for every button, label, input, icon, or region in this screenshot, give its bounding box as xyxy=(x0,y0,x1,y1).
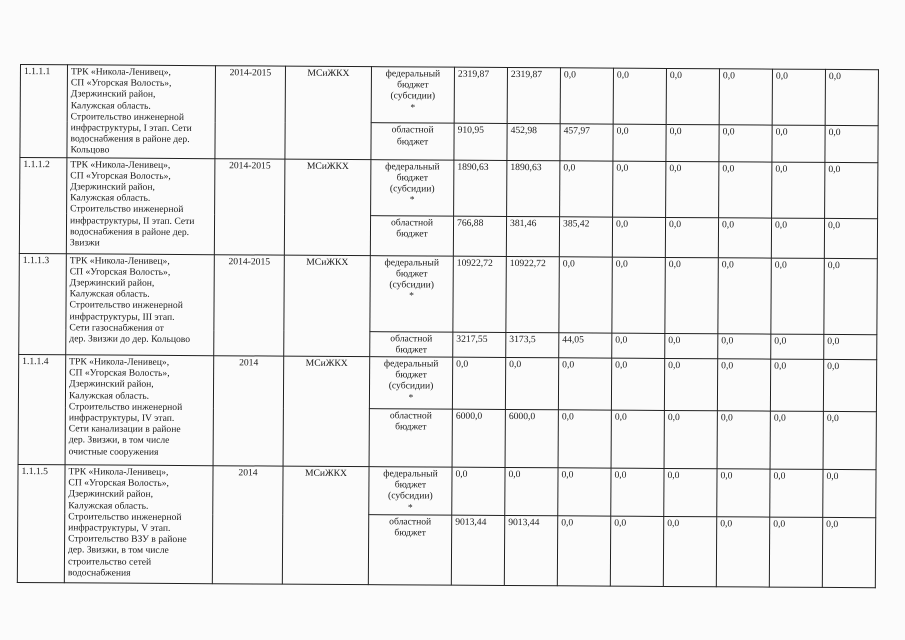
value-cell: 0,0 xyxy=(613,124,666,161)
funding-source xyxy=(369,467,452,516)
description-line: СП «Угорская Волость», xyxy=(70,77,172,90)
description-line: инфраструктуры, II этап. Сети xyxy=(70,214,195,227)
funding-source-line: бюджет xyxy=(397,79,429,91)
description-line: Дзержинский район, xyxy=(68,488,154,501)
value-cell: 0,0 xyxy=(717,359,770,411)
value-cell: 452,98 xyxy=(507,124,560,161)
description-line: СП «Угорская Волость», xyxy=(69,266,171,278)
funding-source xyxy=(371,67,454,124)
value-cell: 0,0 xyxy=(719,161,772,217)
value-cell: 0,0 xyxy=(611,358,664,410)
description-line: Строительство инженерной xyxy=(69,299,183,312)
value-cell: 3217,55 xyxy=(453,332,506,358)
value-cell: 0,0 xyxy=(452,467,505,515)
value-cell: 0,0 xyxy=(612,217,665,257)
value-cell: 0,0 xyxy=(557,516,610,586)
value-cell: 0,0 xyxy=(769,517,822,587)
description-line: водоснабжения xyxy=(67,567,131,579)
value-cell: 0,0 xyxy=(772,162,825,218)
row-executor: МСиЖКХ xyxy=(283,356,370,467)
value-cell: 0,0 xyxy=(716,517,769,587)
table-row xyxy=(18,465,876,518)
row-years: 2014-2015 xyxy=(214,254,285,356)
row-description xyxy=(64,465,213,584)
value-cell: 0,0 xyxy=(613,161,666,217)
budget-table xyxy=(17,64,879,588)
funding-source-line: (субсидии) xyxy=(389,279,435,291)
value-cell: 0,0 xyxy=(613,68,666,125)
value-cell: 10922,72 xyxy=(506,256,559,332)
value-cell: 0,0 xyxy=(824,258,877,334)
funding-source-line: бюджет xyxy=(395,421,427,433)
value-cell: 0,0 xyxy=(824,334,877,360)
description-line: строительство сетей xyxy=(67,555,152,568)
row-code: 1.1.1.1 xyxy=(20,65,68,158)
description-line: ТРК «Никола-Ленивец», xyxy=(70,66,171,78)
description-line: Сети газоснабжения от xyxy=(69,322,164,334)
row-executor: МСиЖКХ xyxy=(282,466,369,585)
value-cell: 0,0 xyxy=(612,257,665,333)
value-cell: 44,05 xyxy=(559,332,612,358)
description-line: ТРК «Никола-Ленивец», xyxy=(70,158,171,171)
description-line: Звизжи xyxy=(69,237,100,249)
funding-source-line: бюджет xyxy=(395,344,427,356)
row-code: 1.1.1.3 xyxy=(19,253,67,355)
row-code: 1.1.1.5 xyxy=(17,465,65,583)
table-row xyxy=(20,157,878,218)
funding-source-line: бюджет xyxy=(394,527,426,539)
description-line: Сети канализации в районе xyxy=(68,423,181,436)
value-cell: 0,0 xyxy=(664,468,717,516)
funding-source-line: федеральный xyxy=(383,358,439,370)
description-line: Калужская область. xyxy=(70,192,151,205)
value-cell: 0,0 xyxy=(825,126,878,163)
value-cell: 0,0 xyxy=(772,125,825,162)
row-description xyxy=(67,65,216,159)
value-cell: 0,0 xyxy=(666,125,719,162)
funding-source xyxy=(369,357,452,410)
value-cell: 0,0 xyxy=(771,218,824,258)
value-cell: 0,0 xyxy=(559,256,612,332)
value-cell: 0,0 xyxy=(665,333,718,359)
value-cell: 0,0 xyxy=(664,358,717,410)
description-line: СП «Угорская Волость», xyxy=(70,170,171,182)
value-cell: 2319,87 xyxy=(454,67,507,124)
value-cell: 0,0 xyxy=(825,69,878,126)
funding-source-line: бюджет xyxy=(396,228,428,240)
description-line: Калужская область. xyxy=(69,288,150,301)
value-cell: 0,0 xyxy=(666,161,719,217)
row-years: 2014-2015 xyxy=(214,158,285,254)
table-row xyxy=(18,355,876,412)
value-cell: 0,0 xyxy=(558,358,611,410)
value-cell: 0,0 xyxy=(558,468,611,516)
funding-source-line: федеральный xyxy=(383,468,438,480)
description-line: Строительство инженерной xyxy=(68,401,183,413)
funding-source xyxy=(370,255,453,332)
funding-source-line: областной xyxy=(389,410,432,422)
funding-source-line: бюджет xyxy=(395,369,427,381)
description-line: дер. Звизжи, в том числе xyxy=(67,544,169,557)
funding-source xyxy=(370,215,453,256)
funding-source-line: (субсидии) xyxy=(388,380,434,392)
value-cell: 6000,0 xyxy=(452,409,505,467)
funding-source-line: * xyxy=(408,392,414,404)
value-cell: 0,0 xyxy=(822,517,875,587)
value-cell: 9013,44 xyxy=(504,516,557,586)
value-cell: 0,0 xyxy=(717,469,770,517)
funding-source xyxy=(368,515,451,586)
description-line: Дзержинский район, xyxy=(69,277,155,289)
funding-source-line: областной xyxy=(390,332,433,345)
description-line: очистные сооружения xyxy=(68,445,159,458)
row-executor: МСиЖКХ xyxy=(284,255,371,357)
value-cell: 0,0 xyxy=(666,68,719,125)
funding-source-line: бюджет xyxy=(396,135,429,148)
value-cell: 0,0 xyxy=(665,257,718,333)
value-cell: 0,0 xyxy=(770,411,823,469)
value-cell: 0,0 xyxy=(770,359,823,411)
value-cell: 0,0 xyxy=(772,69,825,126)
funding-source-line: (субсидии) xyxy=(388,490,433,502)
row-years: 2014 xyxy=(212,466,283,584)
value-cell: 10922,72 xyxy=(453,256,506,332)
funding-source-line: областной xyxy=(391,124,434,136)
description-line: Калужская область. xyxy=(68,499,149,512)
description-line: Дзержинский район, xyxy=(69,378,154,391)
value-cell: 0,0 xyxy=(771,258,824,334)
value-cell: 381,46 xyxy=(506,216,559,256)
funding-source-line: * xyxy=(409,290,415,302)
description-line: дер. Звизжи до дер. Кольцово xyxy=(69,333,191,346)
funding-source xyxy=(370,331,453,357)
funding-source-line: (субсидии) xyxy=(389,183,435,195)
funding-source-line: федеральный xyxy=(384,256,440,269)
value-cell: 0,0 xyxy=(611,410,664,468)
value-cell: 0,0 xyxy=(611,468,664,516)
description-line: СП «Угорская Волость», xyxy=(68,477,170,490)
funding-source-line: * xyxy=(409,194,415,206)
description-line: Калужская область. xyxy=(70,99,151,112)
funding-source-line: * xyxy=(407,502,413,514)
description-line: инфраструктуры, IV этап. xyxy=(68,412,175,424)
funding-source-line: областной xyxy=(390,216,434,229)
value-cell: 0,0 xyxy=(718,333,771,359)
description-line: водоснабжения в районе дер. xyxy=(70,133,190,146)
description-line: Калужская область. xyxy=(68,389,150,402)
funding-source-line: областной xyxy=(389,516,432,528)
funding-source-line: (субсидии) xyxy=(390,90,436,102)
value-cell: 457,97 xyxy=(560,124,613,161)
description-line: ТРК «Никола-Ленивец», xyxy=(69,254,170,267)
description-line: Дзержинский район, xyxy=(70,181,155,193)
value-cell: 910,95 xyxy=(454,124,507,161)
funding-source-line: федеральный xyxy=(385,68,441,80)
value-cell: 0,0 xyxy=(665,217,718,257)
description-line: Строительство инженерной xyxy=(70,111,185,123)
value-cell: 0,0 xyxy=(663,516,716,586)
description-line: Дзержинский район, xyxy=(70,88,156,101)
funding-source-line: бюджет xyxy=(396,172,429,184)
funding-source-line: бюджет xyxy=(394,479,427,491)
description-line: ТРК «Никола-Ленивец», xyxy=(68,466,169,478)
row-executor: МСиЖКХ xyxy=(285,66,372,159)
value-cell: 0,0 xyxy=(558,410,611,468)
value-cell: 0,0 xyxy=(452,357,505,409)
description-line: инфраструктуры, I этап. Сети xyxy=(70,122,192,135)
value-cell: 0,0 xyxy=(771,334,824,360)
description-line: Строительство инженерной xyxy=(68,511,182,523)
description-line: дер. Звизжи, в том числе xyxy=(68,434,170,447)
value-cell: 6000,0 xyxy=(505,410,558,468)
description-line: Кольцово xyxy=(70,144,110,156)
row-description xyxy=(65,355,214,466)
value-cell: 0,0 xyxy=(612,333,665,359)
row-code: 1.1.1.4 xyxy=(18,355,66,465)
value-cell: 9013,44 xyxy=(451,515,504,585)
row-code: 1.1.1.2 xyxy=(19,157,67,253)
description-line: водоснабжения в районе дер. xyxy=(69,226,190,238)
value-cell: 0,0 xyxy=(560,160,613,216)
value-cell: 0,0 xyxy=(770,469,823,517)
value-cell: 0,0 xyxy=(719,125,772,162)
value-cell: 1890,63 xyxy=(454,160,507,216)
description-line: Строительство ВЗУ в районе xyxy=(68,533,187,546)
description-line: инфраструктуры, V этап. xyxy=(68,522,171,534)
row-description xyxy=(66,157,215,254)
value-cell: 1890,63 xyxy=(507,160,560,216)
value-cell: 0,0 xyxy=(664,410,717,468)
value-cell: 385,42 xyxy=(559,216,612,256)
funding-source-line: бюджет xyxy=(395,268,428,280)
value-cell: 0,0 xyxy=(717,411,770,469)
funding-source xyxy=(371,159,454,216)
value-cell: 766,88 xyxy=(453,216,506,256)
value-cell: 0,0 xyxy=(825,162,878,218)
value-cell: 0,0 xyxy=(824,218,877,258)
funding-source-line: * xyxy=(410,101,416,114)
description-line: Строительство инженерной xyxy=(70,203,184,216)
table-row xyxy=(19,253,877,334)
table-body xyxy=(17,65,878,588)
row-description xyxy=(66,253,215,355)
value-cell: 3173,5 xyxy=(506,332,559,358)
value-cell: 0,0 xyxy=(505,358,558,410)
value-cell: 0,0 xyxy=(823,411,876,469)
funding-source xyxy=(369,409,452,468)
row-years: 2014 xyxy=(213,356,284,466)
funding-source xyxy=(371,123,454,160)
value-cell: 0,0 xyxy=(560,68,613,125)
value-cell: 0,0 xyxy=(823,469,876,517)
value-cell: 0,0 xyxy=(719,69,772,126)
value-cell: 0,0 xyxy=(610,516,663,586)
value-cell: 0,0 xyxy=(718,217,771,257)
value-cell: 0,0 xyxy=(718,257,771,333)
description-line: инфраструктуры, III этап. xyxy=(69,310,175,323)
description-line: ТРК «Никола-Ленивец», xyxy=(69,356,170,368)
value-cell: 2319,87 xyxy=(507,67,560,124)
value-cell: 0,0 xyxy=(505,468,558,516)
row-years: 2014-2015 xyxy=(215,66,286,159)
value-cell: 0,0 xyxy=(823,359,876,411)
funding-source-line: федеральный xyxy=(385,160,440,173)
table-row xyxy=(20,65,878,127)
row-executor: МСиЖКХ xyxy=(284,159,371,256)
description-line: СП «Угорская Волость», xyxy=(69,367,170,380)
